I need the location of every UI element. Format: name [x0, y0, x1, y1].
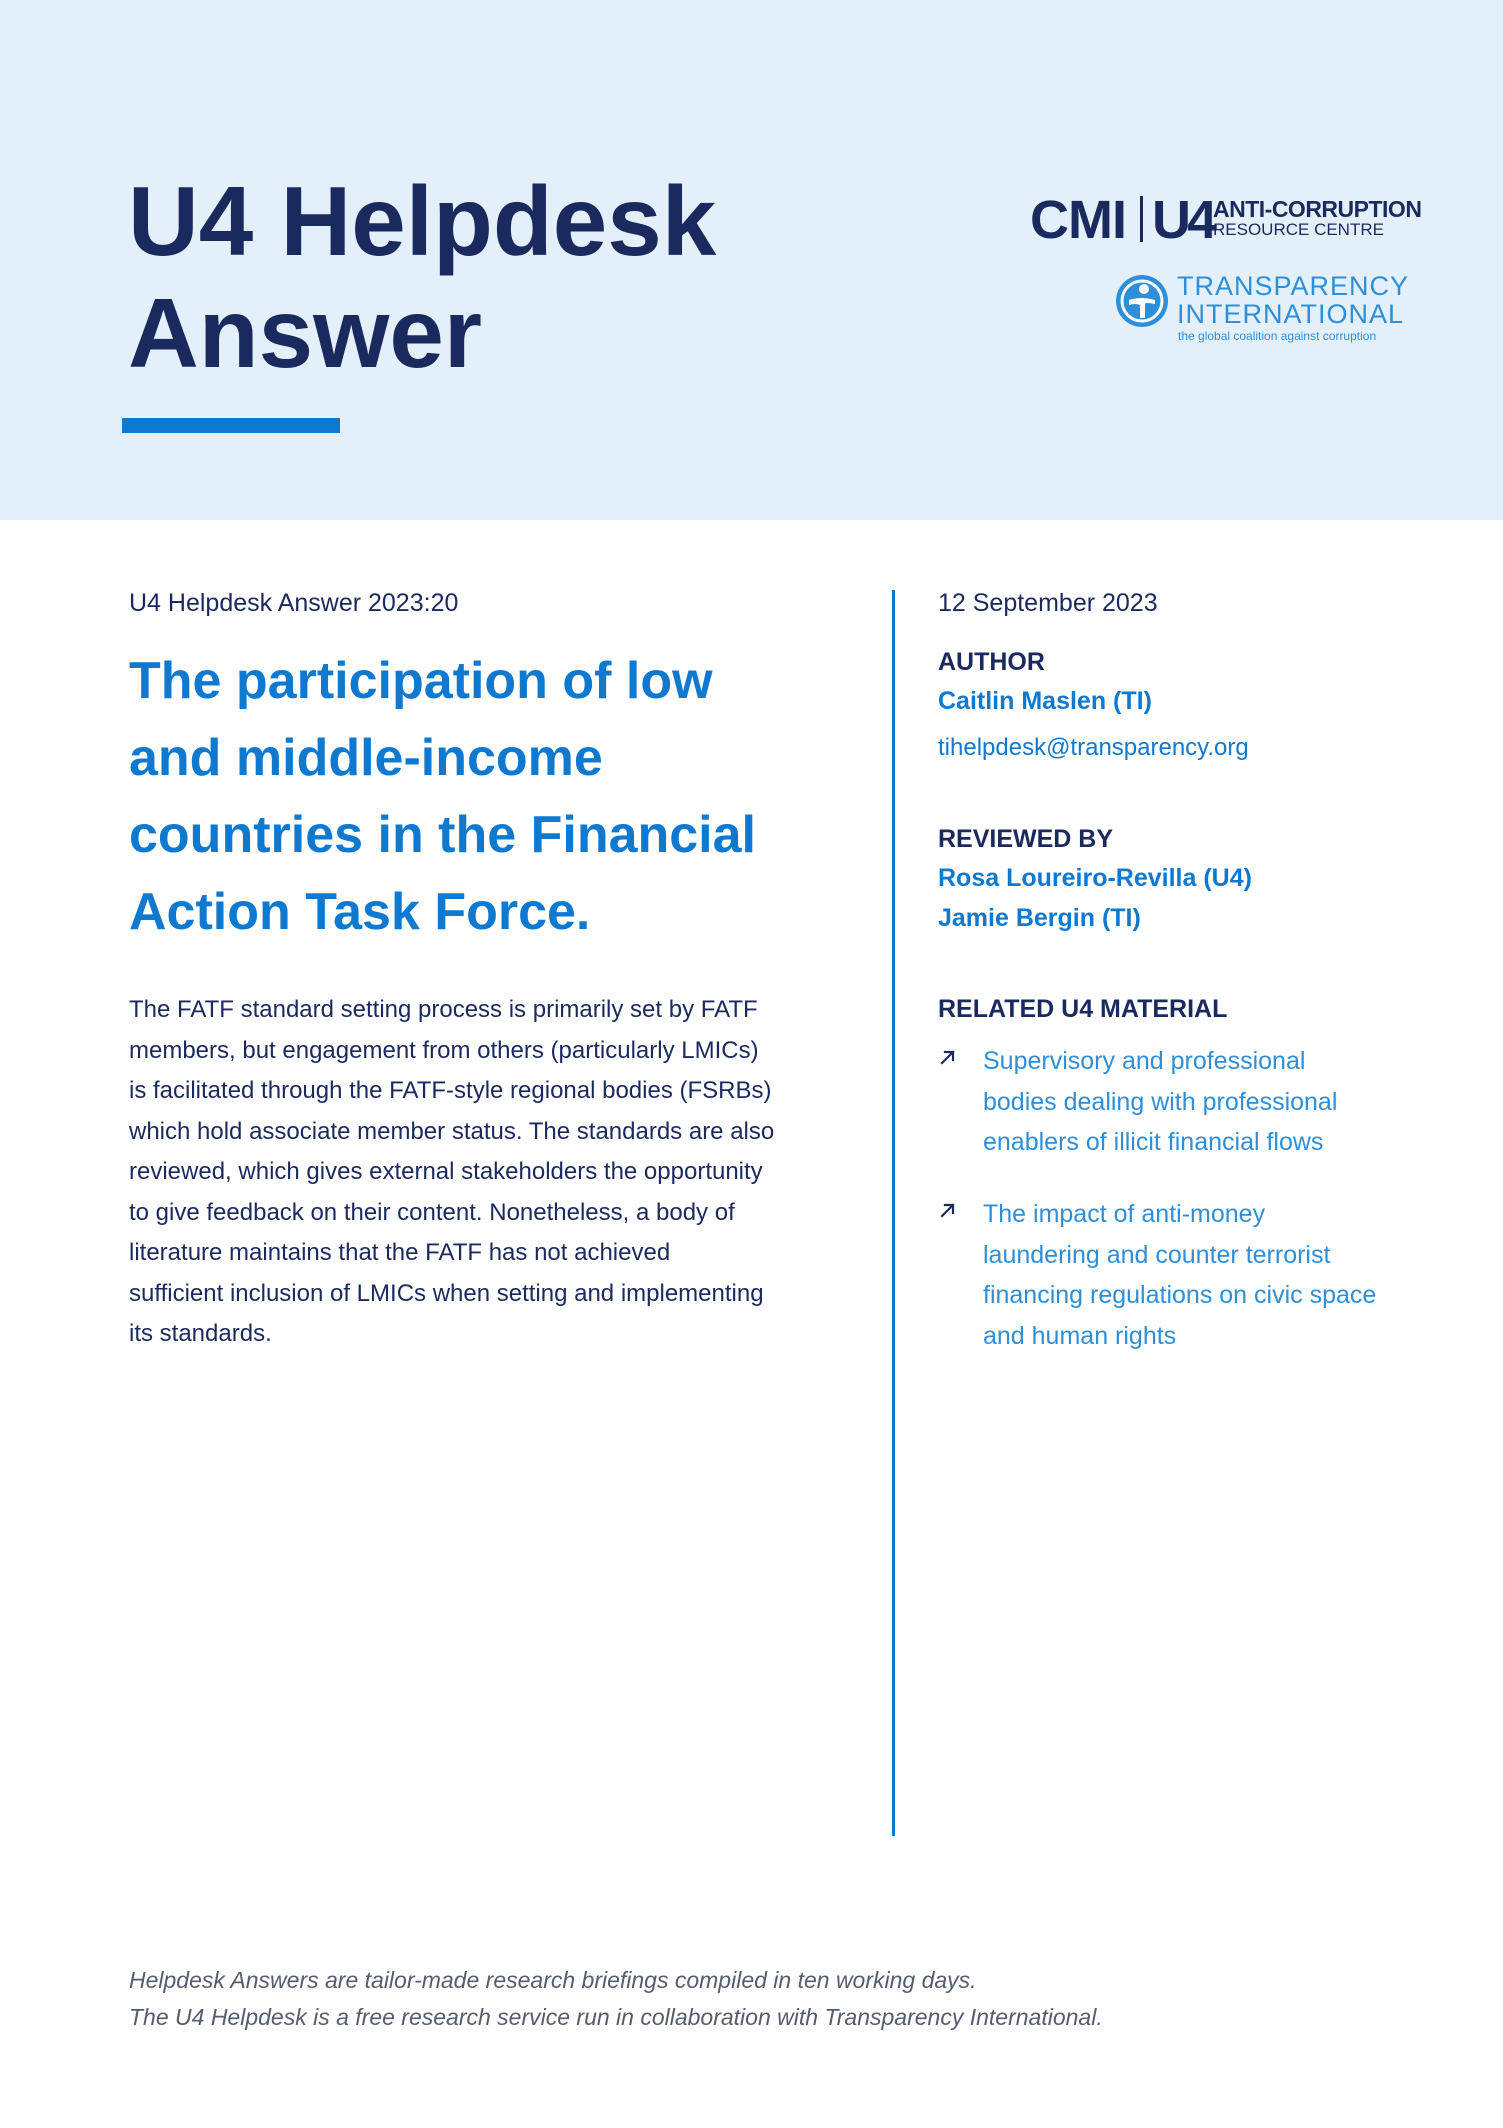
u4-logo-line-1: ANTI-CORRUPTION — [1213, 196, 1422, 222]
reviewer-name[interactable]: Rosa Loureiro-Revilla (U4) — [938, 864, 1252, 892]
footer-note — [129, 1962, 1103, 2036]
abstract-line: reviewed, which gives external stakeholders the opportunity — [129, 1158, 763, 1185]
column-divider — [892, 590, 895, 1836]
title-underline-bar — [122, 418, 340, 433]
related-link-line[interactable]: and human rights — [983, 1321, 1177, 1350]
ti-globe-icon — [1115, 274, 1169, 328]
related-link-line[interactable]: enablers of illicit financial flows — [983, 1128, 1324, 1156]
related-link-line[interactable]: laundering and counter terrorist — [983, 1240, 1331, 1269]
helpdesk-title-line-2: Answer — [128, 278, 483, 388]
related-link-line[interactable]: Supervisory and professional — [983, 1047, 1306, 1075]
reviewed-by-label: REVIEWED BY — [938, 825, 1114, 853]
footer-line-2: The U4 Helpdesk is a free research service run in collaboration with Transparency International. — [129, 2004, 1103, 2030]
related-link-text[interactable] — [983, 1041, 1337, 1163]
header-band — [0, 0, 1503, 520]
document-title-line: The participation of low — [129, 652, 713, 710]
abstract-line: sufficient inclusion of LMICs when setting and implementing — [129, 1279, 764, 1307]
transparency-international-logo — [1115, 271, 1410, 344]
footer-line-1: Helpdesk Answers are tailor-made research briefings compiled in ten working days. — [129, 1967, 977, 1993]
author-email-link[interactable]: tihelpdesk@transparency.org — [938, 734, 1249, 761]
external-arrow-icon — [938, 1047, 958, 1067]
abstract-paragraph — [129, 990, 829, 1355]
abstract-line: The FATF standard setting process is primarily set by FATF — [129, 996, 758, 1023]
author-name[interactable]: Caitlin Maslen (TI) — [938, 687, 1152, 715]
abstract-line: which hold associate member status. The standards are also — [129, 1117, 775, 1145]
document-title-line: Action Task Force. — [129, 883, 591, 941]
related-material-label: RELATED U4 MATERIAL — [938, 995, 1228, 1023]
external-arrow-icon — [938, 1200, 958, 1220]
reviewer-name[interactable]: Jamie Bergin (TI) — [938, 904, 1141, 932]
ti-logo-line-2: INTERNATIONAL — [1177, 299, 1405, 329]
abstract-line: to give feedback on their content. Nonetheless, a body of — [129, 1198, 735, 1226]
related-link-line[interactable]: The impact of anti-money — [983, 1200, 1266, 1228]
publication-date: 12 September 2023 — [938, 589, 1158, 617]
document-title-line: countries in the Financial — [129, 806, 756, 864]
cmi-logo-text: CMI — [1030, 190, 1126, 250]
document-title-line: and middle-income — [129, 729, 603, 787]
logo-divider — [1140, 196, 1143, 242]
abstract-line: literature maintains that the FATF has not achieved — [129, 1239, 671, 1266]
u4-logo-line-2: RESOURCE CENTRE — [1213, 220, 1384, 239]
related-link-line[interactable]: bodies dealing with professional — [983, 1087, 1338, 1116]
related-link-line[interactable]: financing regulations on civic space — [983, 1281, 1377, 1309]
abstract-line: its standards. — [129, 1320, 272, 1347]
helpdesk-title — [128, 165, 716, 389]
abstract-line: members, but engagement from others (particularly LMICs) — [129, 1036, 759, 1064]
document-title — [129, 643, 829, 951]
abstract-line: is facilitated through the FATF-style regional bodies (FSRBs) — [129, 1077, 772, 1104]
u4-logo-text: U4 — [1152, 190, 1214, 250]
ti-logo-line-1: TRANSPARENCY — [1177, 271, 1410, 301]
cmi-u4-logo — [1030, 190, 1422, 250]
helpdesk-title-line-1: U4 Helpdesk — [128, 166, 717, 276]
related-link-text[interactable] — [983, 1194, 1376, 1356]
ti-logo-tagline: the global coalition against corruption — [1178, 329, 1377, 343]
author-label: AUTHOR — [938, 648, 1045, 676]
series-number: U4 Helpdesk Answer 2023:20 — [129, 589, 459, 617]
